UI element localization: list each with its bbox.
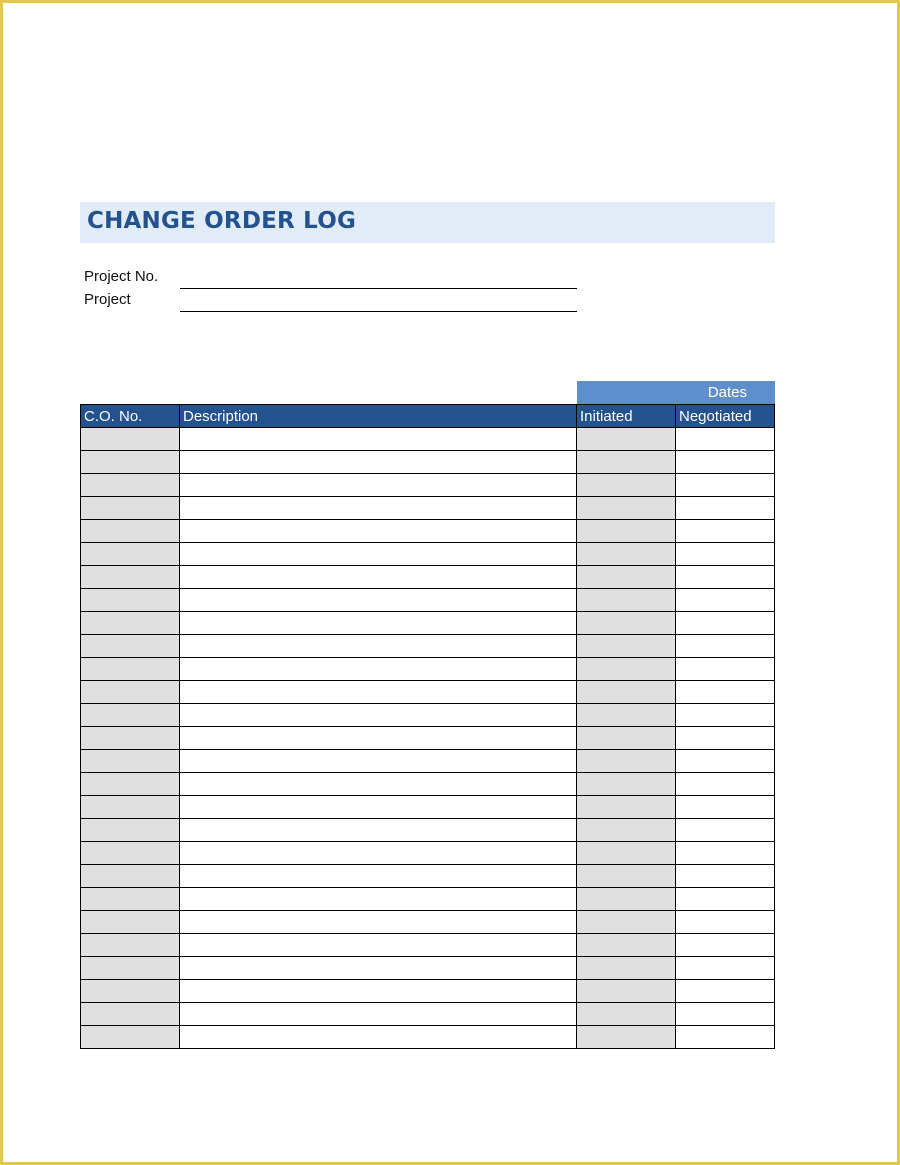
negotiated-cell[interactable] bbox=[676, 773, 775, 796]
negotiated-cell[interactable] bbox=[676, 589, 775, 612]
negotiated-cell[interactable] bbox=[676, 1026, 775, 1049]
initiated-cell[interactable] bbox=[577, 727, 676, 750]
initiated-cell[interactable] bbox=[577, 658, 676, 681]
table-row bbox=[81, 658, 775, 681]
description-cell[interactable] bbox=[180, 474, 577, 497]
project-field[interactable] bbox=[180, 311, 577, 312]
co-no-cell[interactable] bbox=[81, 980, 180, 1003]
description-cell[interactable] bbox=[180, 589, 577, 612]
table-row bbox=[81, 819, 775, 842]
co-no-cell[interactable] bbox=[81, 497, 180, 520]
negotiated-cell[interactable] bbox=[676, 520, 775, 543]
negotiated-cell[interactable] bbox=[676, 451, 775, 474]
initiated-cell[interactable] bbox=[577, 635, 676, 658]
table-row bbox=[81, 612, 775, 635]
description-cell[interactable] bbox=[180, 451, 577, 474]
co-no-cell[interactable] bbox=[81, 934, 180, 957]
initiated-cell[interactable] bbox=[577, 589, 676, 612]
project-label: Project bbox=[84, 291, 131, 308]
co-no-cell[interactable] bbox=[81, 727, 180, 750]
negotiated-cell[interactable] bbox=[676, 566, 775, 589]
co-no-cell[interactable] bbox=[81, 543, 180, 566]
table-row bbox=[81, 589, 775, 612]
description-cell[interactable] bbox=[180, 934, 577, 957]
co-no-cell[interactable] bbox=[81, 451, 180, 474]
dates-group-header bbox=[577, 381, 775, 404]
initiated-cell[interactable] bbox=[577, 704, 676, 727]
description-cell[interactable] bbox=[180, 566, 577, 589]
description-cell[interactable] bbox=[180, 635, 577, 658]
description-cell[interactable] bbox=[180, 520, 577, 543]
initiated-cell[interactable] bbox=[577, 819, 676, 842]
negotiated-cell[interactable] bbox=[676, 704, 775, 727]
negotiated-cell[interactable] bbox=[676, 934, 775, 957]
table-row bbox=[81, 543, 775, 566]
co-no-cell[interactable] bbox=[81, 773, 180, 796]
initiated-cell[interactable] bbox=[577, 1003, 676, 1026]
description-cell[interactable] bbox=[180, 796, 577, 819]
co-no-cell[interactable] bbox=[81, 750, 180, 773]
description-cell[interactable] bbox=[180, 727, 577, 750]
co-no-cell[interactable] bbox=[81, 589, 180, 612]
negotiated-cell[interactable] bbox=[676, 681, 775, 704]
initiated-cell[interactable] bbox=[577, 773, 676, 796]
initiated-cell[interactable] bbox=[577, 497, 676, 520]
dates-header-label: Dates bbox=[707, 384, 747, 401]
co-no-cell[interactable] bbox=[81, 819, 180, 842]
description-cell[interactable] bbox=[180, 957, 577, 980]
negotiated-cell[interactable] bbox=[676, 428, 775, 451]
description-cell[interactable] bbox=[180, 773, 577, 796]
negotiated-cell[interactable] bbox=[676, 658, 775, 681]
column-header-description: Description bbox=[180, 405, 577, 428]
co-no-cell[interactable] bbox=[81, 704, 180, 727]
co-no-cell[interactable] bbox=[81, 1026, 180, 1049]
description-cell[interactable] bbox=[180, 842, 577, 865]
table-row bbox=[81, 911, 775, 934]
co-no-cell[interactable] bbox=[81, 957, 180, 980]
co-no-cell[interactable] bbox=[81, 888, 180, 911]
initiated-cell[interactable] bbox=[577, 865, 676, 888]
co-no-cell[interactable] bbox=[81, 842, 180, 865]
initiated-cell[interactable] bbox=[577, 681, 676, 704]
table-row bbox=[81, 888, 775, 911]
initiated-cell[interactable] bbox=[577, 428, 676, 451]
negotiated-cell[interactable] bbox=[676, 543, 775, 566]
co-no-cell[interactable] bbox=[81, 635, 180, 658]
table-row bbox=[81, 428, 775, 451]
table-body bbox=[81, 428, 775, 1049]
initiated-cell[interactable] bbox=[577, 957, 676, 980]
column-header-negotiated: Negotiated bbox=[676, 405, 775, 428]
negotiated-cell[interactable] bbox=[676, 888, 775, 911]
initiated-cell[interactable] bbox=[577, 566, 676, 589]
table-row bbox=[81, 1026, 775, 1049]
negotiated-cell[interactable] bbox=[676, 842, 775, 865]
table-row bbox=[81, 796, 775, 819]
table-row bbox=[81, 635, 775, 658]
table-header-row bbox=[81, 405, 775, 428]
negotiated-cell[interactable] bbox=[676, 980, 775, 1003]
initiated-cell[interactable] bbox=[577, 520, 676, 543]
description-cell[interactable] bbox=[180, 612, 577, 635]
negotiated-cell[interactable] bbox=[676, 819, 775, 842]
co-no-cell[interactable] bbox=[81, 911, 180, 934]
negotiated-cell[interactable] bbox=[676, 750, 775, 773]
initiated-cell[interactable] bbox=[577, 911, 676, 934]
co-no-cell[interactable] bbox=[81, 1003, 180, 1026]
table-row bbox=[81, 727, 775, 750]
co-no-cell[interactable] bbox=[81, 681, 180, 704]
table-row bbox=[81, 957, 775, 980]
description-cell[interactable] bbox=[180, 750, 577, 773]
co-no-cell[interactable] bbox=[81, 658, 180, 681]
description-cell[interactable] bbox=[180, 704, 577, 727]
co-no-cell[interactable] bbox=[81, 796, 180, 819]
project-no-field[interactable] bbox=[180, 288, 577, 289]
table-row bbox=[81, 980, 775, 1003]
negotiated-cell[interactable] bbox=[676, 474, 775, 497]
table-row bbox=[81, 865, 775, 888]
negotiated-cell[interactable] bbox=[676, 727, 775, 750]
description-cell[interactable] bbox=[180, 543, 577, 566]
co-no-cell[interactable] bbox=[81, 520, 180, 543]
page-title: CHANGE ORDER LOG bbox=[87, 208, 357, 234]
negotiated-cell[interactable] bbox=[676, 635, 775, 658]
initiated-cell[interactable] bbox=[577, 1026, 676, 1049]
co-no-cell[interactable] bbox=[81, 566, 180, 589]
table-row bbox=[81, 750, 775, 773]
initiated-cell[interactable] bbox=[577, 842, 676, 865]
initiated-cell[interactable] bbox=[577, 980, 676, 1003]
change-order-table bbox=[80, 404, 775, 1049]
negotiated-cell[interactable] bbox=[676, 796, 775, 819]
project-no-label: Project No. bbox=[84, 268, 159, 285]
column-header-co-no: C.O. No. bbox=[81, 405, 180, 428]
initiated-cell[interactable] bbox=[577, 796, 676, 819]
description-cell[interactable] bbox=[180, 865, 577, 888]
co-no-cell[interactable] bbox=[81, 428, 180, 451]
description-cell[interactable] bbox=[180, 1003, 577, 1026]
negotiated-cell[interactable] bbox=[676, 865, 775, 888]
initiated-cell[interactable] bbox=[577, 474, 676, 497]
title-banner bbox=[80, 202, 775, 243]
table-row bbox=[81, 566, 775, 589]
description-cell[interactable] bbox=[180, 497, 577, 520]
initiated-cell[interactable] bbox=[577, 888, 676, 911]
initiated-cell[interactable] bbox=[577, 543, 676, 566]
initiated-cell[interactable] bbox=[577, 934, 676, 957]
table-row bbox=[81, 773, 775, 796]
initiated-cell[interactable] bbox=[577, 750, 676, 773]
negotiated-cell[interactable] bbox=[676, 911, 775, 934]
table-row bbox=[81, 474, 775, 497]
column-header-initiated: Initiated bbox=[577, 405, 676, 428]
table-row bbox=[81, 934, 775, 957]
co-no-cell[interactable] bbox=[81, 474, 180, 497]
table-row bbox=[81, 681, 775, 704]
co-no-cell[interactable] bbox=[81, 612, 180, 635]
description-cell[interactable] bbox=[180, 819, 577, 842]
negotiated-cell[interactable] bbox=[676, 1003, 775, 1026]
initiated-cell[interactable] bbox=[577, 451, 676, 474]
description-cell[interactable] bbox=[180, 911, 577, 934]
description-cell[interactable] bbox=[180, 980, 577, 1003]
table-row bbox=[81, 704, 775, 727]
table-row bbox=[81, 451, 775, 474]
initiated-cell[interactable] bbox=[577, 612, 676, 635]
negotiated-cell[interactable] bbox=[676, 957, 775, 980]
description-cell[interactable] bbox=[180, 658, 577, 681]
description-cell[interactable] bbox=[180, 681, 577, 704]
table-row bbox=[81, 520, 775, 543]
table-row bbox=[81, 497, 775, 520]
description-cell[interactable] bbox=[180, 1026, 577, 1049]
description-cell[interactable] bbox=[180, 888, 577, 911]
table-row bbox=[81, 1003, 775, 1026]
description-cell[interactable] bbox=[180, 428, 577, 451]
co-no-cell[interactable] bbox=[81, 865, 180, 888]
negotiated-cell[interactable] bbox=[676, 497, 775, 520]
table-row bbox=[81, 842, 775, 865]
negotiated-cell[interactable] bbox=[676, 612, 775, 635]
